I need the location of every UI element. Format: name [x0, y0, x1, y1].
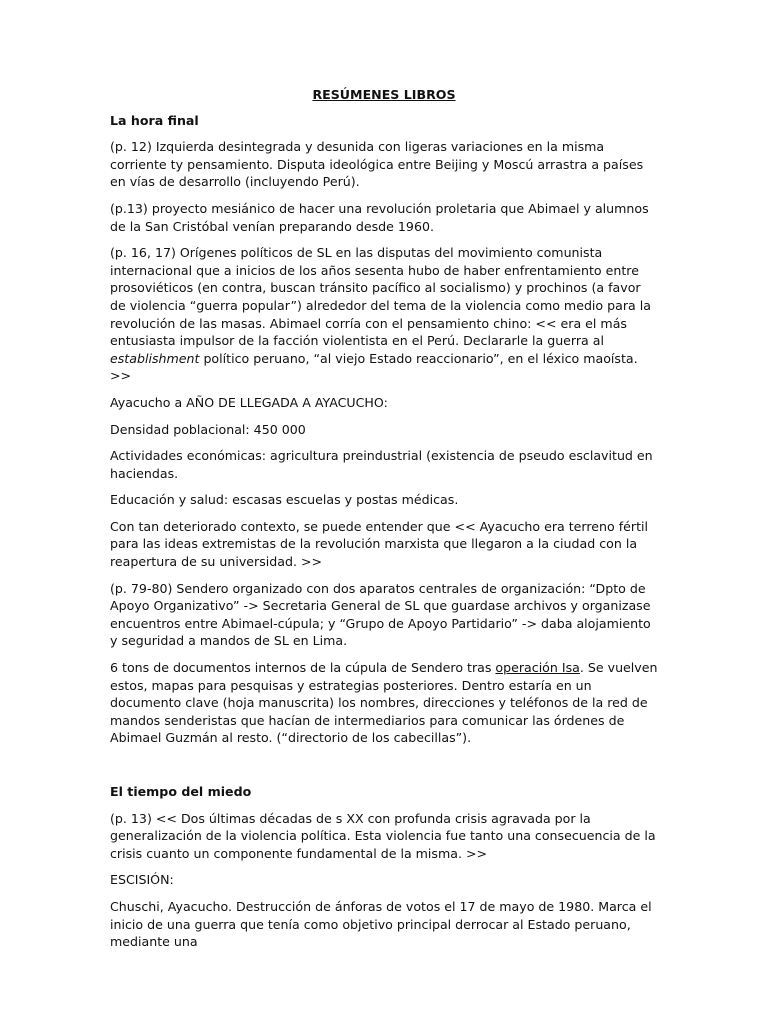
paragraph: Educación y salud: escasas escuelas y postas médicas. [110, 492, 459, 508]
paragraph-text: (p. 16, 17) Orígenes políticos de SL en las disputas del movimiento comunista internacional que a inicios de los años sesenta hubo de haber enfrentamiento entre prosoviéticos (en contra, buscan tránsito pacífico al socialismo) y prochinos (a favor de violencia “guerra popular”) alrededor del tema de la violencia como medio para la revolución de las masas. Abimael corría con el pensamiento chino: << era el más entusiasta impulsor de la facción violentista en el Perú. Declararle la guerra al [110, 245, 651, 349]
paragraph: Ayacucho a AÑO DE LLEGADA A AYACUCHO: [110, 394, 388, 410]
document-title: RESÚMENES LIBROS [312, 87, 456, 102]
paragraph-text: 6 tons de documentos internos de la cúpula de Sendero tras [110, 660, 496, 676]
section-spacer [110, 756, 658, 783]
section-heading-la-hora-final: La hora final [110, 112, 199, 128]
paragraph [110, 659, 658, 747]
paragraph: Chuschi, Ayacucho. Destrucción de ánforas de votos el 17 de mayo de 1980. Marca el inicio de una guerra que tenía como objetivo principal derrocar al Estado peruano, mediante una [110, 898, 652, 950]
paragraph: (p. 13) << Dos últimas décadas de s XX con profunda crisis agravada por la generalización de la violencia política. Esta violencia fue tanto una consecuencia de la crisis cuanto un componente fundamental de la misma. >> [110, 810, 656, 861]
underlined-term: operación Isa [495, 660, 580, 676]
document-page [110, 86, 658, 960]
section-heading-el-tiempo-del-miedo: El tiempo del miedo [110, 784, 252, 799]
paragraph: Actividades económicas: agricultura preindustrial (existencia de pseudo esclavitud en haciendas. [110, 448, 653, 481]
paragraph-text: . Se vuelven estos, mapas para pesquisas y estrategias posteriores. Dentro estaría en un documento clave (hoja manuscrita) los nombres, direcciones y teléfonos de la red de mandos senderistas que hacían de intermediarios para comunicar las órdenes de Abimael Guzmán al resto. (“directorio de los cabecillas”). [110, 660, 658, 746]
paragraph: (p.13) proyecto mesiánico de hacer una revolución proletaria que Abimael y alumnos de la San Cristóbal venían preparando desde 1960. [110, 200, 649, 234]
paragraph: (p. 12) Izquierda desintegrada y desunida con ligeras variaciones en la misma corriente ty pensamiento. Disputa ideológica entre Beijing y Moscú arrastra a países en vías de desarrollo (incluyendo Perú). [110, 139, 644, 190]
paragraph: (p. 79-80) Sendero organizado con dos aparatos centrales de organización: “Dpto de Apoyo Organizativo” -> Secretaria General de SL que guardase archivos y organizase encuentros entre Abimael-cúpula; y “Grupo de Apoyo Partidario” -> daba alojamiento y seguridad a mandos de SL en Lima. [110, 580, 651, 649]
paragraph [110, 244, 658, 385]
emphasized-term: establishment [110, 350, 200, 366]
paragraph: Con tan deteriorado contexto, se puede entender que << Ayacucho era terreno fértil para las ideas extremistas de la revolución marxista que llegaron a la ciudad con la reapertura de su universidad. >> [110, 518, 649, 570]
paragraph: Densidad poblacional: 450 000 [110, 421, 306, 437]
paragraph: ESCISIÓN: [110, 872, 174, 888]
paragraph-text: político peruano, “al viejo Estado reaccionario”, en el léxico maoísta. >> [110, 350, 638, 384]
